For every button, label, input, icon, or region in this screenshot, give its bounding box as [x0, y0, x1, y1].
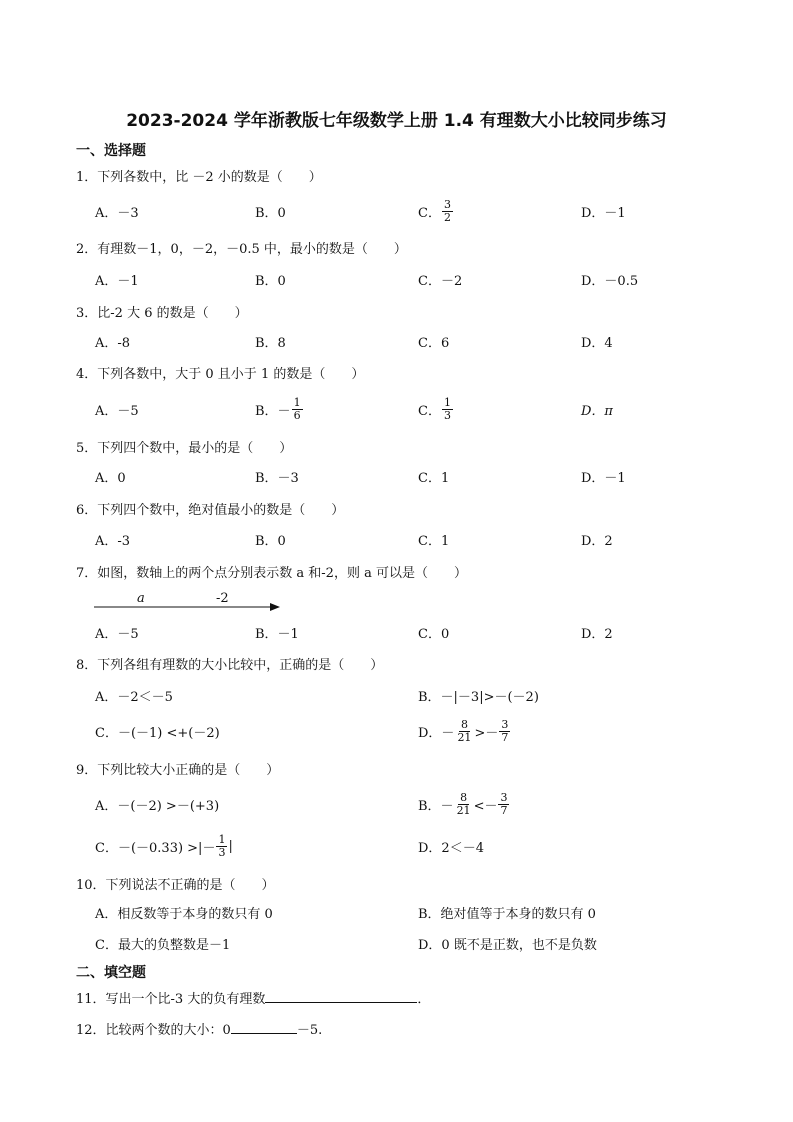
option-a: A．－2＜－5 [95, 689, 173, 705]
option-d: D．2 [581, 626, 613, 642]
option-b: B．0 [255, 273, 286, 289]
fraction-denominator: 21 [456, 803, 471, 817]
option-a: A．-8 [95, 335, 131, 351]
option-d: D．2＜－4 [418, 840, 484, 856]
fill-question-suffix: ． [417, 992, 431, 1007]
section-heading-fill: 二、填空题 [76, 965, 146, 981]
fill-question-text: 11．写出一个比-3 大的负有理数 [76, 992, 266, 1007]
question-stem: 10．下列说法不正确的是（ ） [76, 878, 275, 893]
number-line-arrow-icon [270, 603, 280, 611]
question-stem: 4．下列各数中，大于 0 且小于 1 的数是（ ） [76, 367, 365, 382]
answer-blank[interactable] [265, 988, 417, 1003]
option-c: C．1 [418, 470, 450, 486]
fraction [442, 397, 453, 422]
fraction [455, 792, 473, 817]
option-c [418, 197, 454, 225]
answer-blank[interactable] [231, 1019, 297, 1034]
option-b: B．－1 [255, 626, 299, 642]
option-b: B．0 [255, 533, 286, 549]
option-d: D．－0.5 [581, 273, 639, 289]
fraction [455, 719, 473, 744]
point-label-a: a [137, 591, 145, 606]
option-a: A．－5 [95, 403, 139, 419]
fraction-numerator: 1 [218, 832, 226, 846]
option-b-prefix: B．－ [418, 798, 454, 814]
option-c: C．1 [418, 533, 450, 549]
option-a: A．0 [95, 470, 126, 486]
fraction-numerator: 1 [293, 395, 301, 409]
comparison-sign: >－ [474, 725, 499, 741]
document-title: 2023-2024 学年浙教版七年级数学上册 1.4 有理数大小比较同步练习 [126, 111, 667, 131]
fraction-numerator: 8 [460, 717, 468, 731]
number-line-figure [90, 586, 290, 616]
question-stem: 5．下列四个数中，最小的是（ ） [76, 441, 293, 456]
fraction-denominator: 7 [501, 730, 509, 744]
option-d: D．4 [581, 335, 613, 351]
option-b: B．－3 [255, 470, 299, 486]
comparison-sign: <－ [473, 798, 498, 814]
option-b: B．－|－3|>－(－2) [418, 689, 539, 705]
option-c: C．－(－1) <+(－2) [95, 725, 220, 741]
option-a: A．-3 [95, 533, 131, 549]
option-a: A．－1 [95, 273, 139, 289]
option-c-prefix: C． [418, 205, 441, 221]
fraction-denominator: 2 [443, 210, 451, 224]
question-stem: 7．如图，数轴上的两个点分别表示数 a 和-2，则 a 可以是（ ） [76, 566, 467, 581]
fraction [292, 397, 303, 422]
option-b [418, 790, 510, 818]
fraction [498, 792, 509, 817]
fraction-numerator: 3 [501, 717, 509, 731]
option-b [255, 395, 304, 423]
option-d [418, 717, 511, 745]
option-d: D．－1 [581, 470, 626, 486]
absolute-bar: | [228, 838, 233, 854]
option-a: A．－3 [95, 205, 139, 221]
option-a: A．－5 [95, 626, 139, 642]
option-c: C．－2 [418, 273, 463, 289]
option-a: A．－(－2) >－(+3) [95, 798, 220, 814]
section-heading-choice: 一、选择题 [76, 143, 146, 159]
option-c: C．最大的负整数是－1 [95, 937, 231, 953]
fraction-denominator: 21 [457, 730, 472, 744]
fraction-denominator: 3 [218, 845, 226, 859]
question-stem: 8．下列各组有理数的大小比较中，正确的是（ ） [76, 658, 384, 673]
question-stem: 9．下列比较大小正确的是（ ） [76, 763, 280, 778]
option-b-prefix: B．－ [255, 403, 291, 419]
option-b: B．0 [255, 205, 286, 221]
option-c [95, 832, 233, 860]
option-d-prefix: D．－ [418, 725, 455, 741]
point-label-minus-two: -2 [216, 591, 229, 606]
fill-question [76, 988, 430, 1007]
fill-question-suffix: －5. [296, 1023, 323, 1038]
fraction-denominator: 3 [443, 408, 451, 422]
fraction-numerator: 3 [500, 790, 508, 804]
fill-question-text: 12．比较两个数的大小：0 [76, 1023, 231, 1038]
option-c: C．0 [418, 626, 450, 642]
option-d: D．－1 [581, 205, 626, 221]
fraction-denominator: 6 [293, 408, 301, 422]
question-stem: 3．比-2 大 6 的数是（ ） [76, 306, 248, 321]
option-d: D．π [581, 403, 613, 419]
option-c-prefix: C． [418, 403, 441, 419]
option-c-prefix: C．－(－0.33) >|－ [95, 840, 216, 856]
option-c [418, 395, 454, 423]
fraction-numerator: 3 [443, 197, 451, 211]
option-d: D．0 既不是正数，也不是负数 [418, 937, 597, 953]
question-stem: 2．有理数－1，0，－2，－0.5 中，最小的数是（ ） [76, 242, 407, 257]
fraction [442, 199, 453, 224]
option-b: B．8 [255, 335, 286, 351]
fraction [499, 719, 510, 744]
fraction-denominator: 7 [500, 803, 508, 817]
fill-question [76, 1019, 322, 1038]
fraction-numerator: 1 [443, 395, 451, 409]
option-c: C．6 [418, 335, 450, 351]
fraction-numerator: 8 [460, 790, 468, 804]
option-b: B．绝对值等于本身的数只有 0 [418, 906, 596, 922]
fraction [216, 834, 227, 859]
question-stem: 6．下列四个数中，绝对值最小的数是（ ） [76, 503, 345, 518]
question-stem: 1．下列各数中，比 －2 小的数是（ ） [76, 170, 322, 185]
option-d: D．2 [581, 533, 613, 549]
option-a: A．相反数等于本身的数只有 0 [95, 906, 273, 922]
